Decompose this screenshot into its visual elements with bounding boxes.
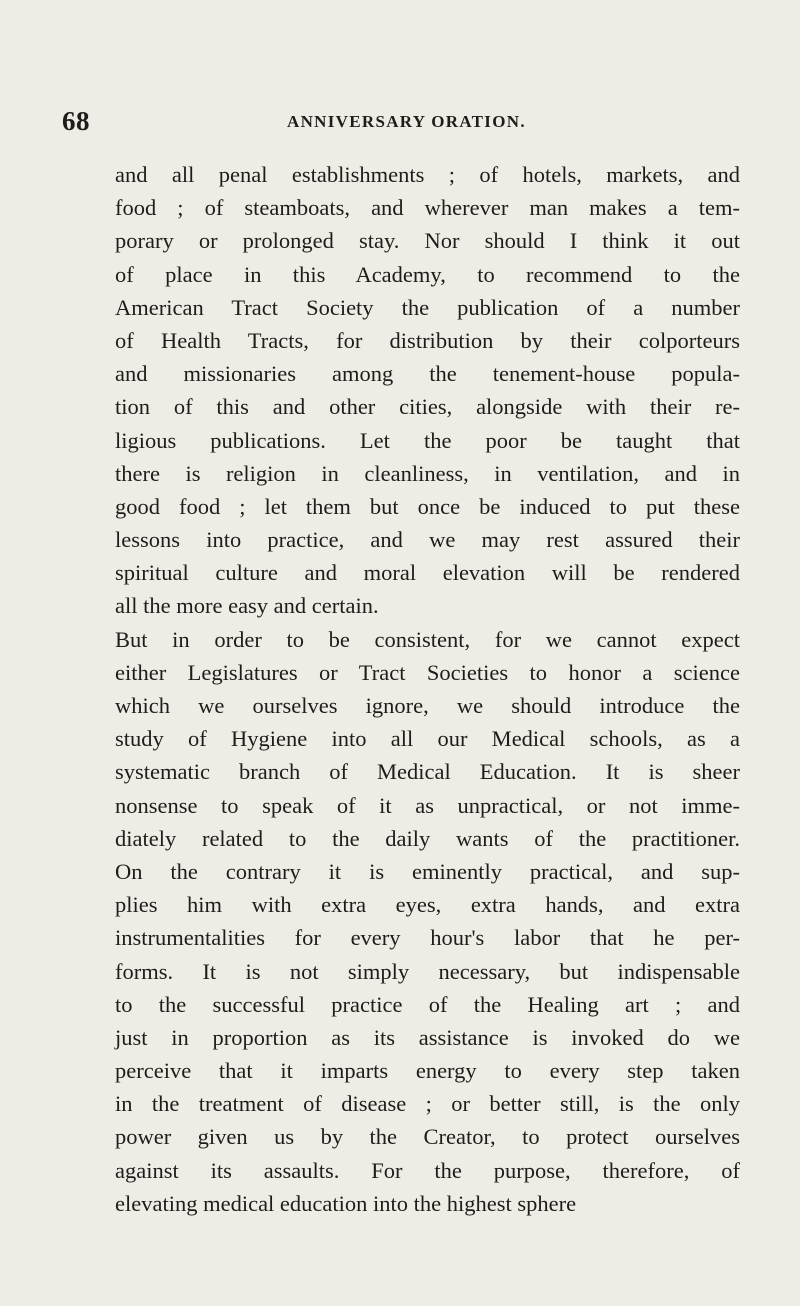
text-line: to the successful practice of the Healing art ; and — [115, 991, 740, 1017]
text-line: systematic branch of Medical Education. It is sheer — [115, 759, 740, 785]
text-line: But in order to be consistent, for we cannot expect — [115, 626, 740, 652]
text-line: all the more easy and certain. — [115, 593, 379, 619]
page-header — [62, 106, 742, 138]
text-line: study of Hygiene into all our Medical schools, as a — [115, 726, 740, 752]
text-line: and missionaries among the tenement-house popula- — [115, 361, 740, 387]
text-line: elevating medical education into the highest sphere — [115, 1190, 577, 1216]
text-line: diately related to the daily wants of the practitioner. — [115, 825, 740, 851]
text-line: power given us by the Creator, to protect ourselves — [115, 1124, 740, 1150]
page-number: 68 — [62, 106, 90, 136]
text-line: spiritual culture and moral elevation will be rendered — [115, 560, 740, 586]
running-head: ANNIVERSARY ORATION. — [287, 112, 526, 131]
text-line: good food ; let them but once be induced to put these — [115, 493, 740, 519]
text-line: tion of this and other cities, alongside with their re- — [115, 394, 740, 420]
text-line: porary or prolonged stay. Nor should I think it out — [115, 228, 740, 254]
text-line: which we ourselves ignore, we should introduce the — [115, 693, 740, 718]
text-line: perceive that it imparts energy to every step taken — [115, 1058, 740, 1084]
text-line: American Tract Society the publication of a number — [115, 294, 740, 320]
text-line: just in proportion as its assistance is invoked do we — [115, 1024, 740, 1050]
text-line: On the contrary it is eminently practical, and sup- — [115, 858, 740, 884]
text-line: against its assaults. For the purpose, therefore, of — [115, 1157, 740, 1183]
text-line: of place in this Academy, to recommend to the — [115, 261, 740, 287]
text-line: nonsense to speak of it as unpractical, or not imme- — [115, 792, 740, 818]
text-line: forms. It is not simply necessary, but indispensable — [115, 958, 740, 984]
text-line: either Legislatures or Tract Societies to honor a science — [115, 659, 740, 685]
text-line: of Health Tracts, for distribution by their colporteurs — [115, 327, 740, 353]
text-line: food ; of steamboats, and wherever man makes a tem- — [115, 195, 740, 221]
text-line: lessons into practice, and we may rest assured their — [115, 527, 740, 553]
text-line: in the treatment of disease ; or better still, is the only — [115, 1091, 740, 1117]
text-line: ligious publications. Let the poor be taught that — [115, 427, 740, 453]
text-line: and all penal establishments ; of hotels, markets, and — [115, 162, 740, 187]
body-text — [115, 158, 740, 1220]
text-line: plies him with extra eyes, extra hands, and extra — [115, 892, 740, 918]
text-line: instrumentalities for every hour's labor that he per- — [115, 925, 740, 951]
text-line: there is religion in cleanliness, in ventilation, and in — [115, 460, 740, 486]
